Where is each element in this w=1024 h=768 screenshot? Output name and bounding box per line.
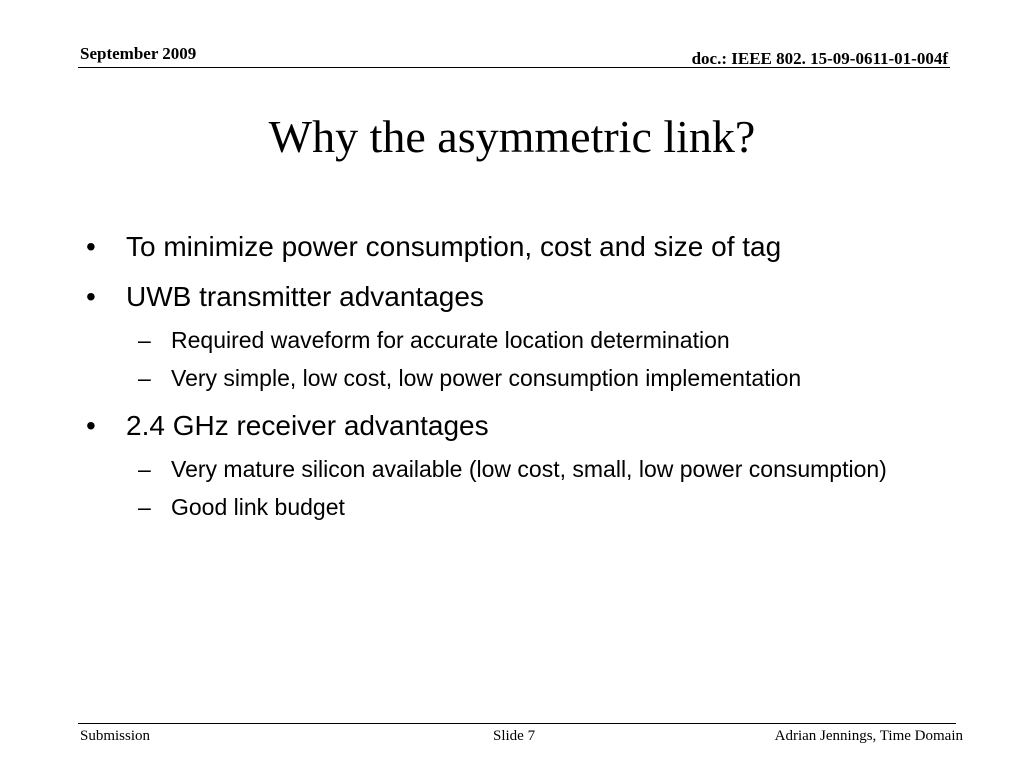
sub-bullet-text: Required waveform for accurate location determination (171, 327, 730, 353)
sub-bullet-item (84, 454, 954, 485)
footer-divider (78, 723, 956, 724)
dash-marker: – (138, 494, 151, 520)
sub-bullet-text: Very simple, low cost, low power consumption implementation (171, 365, 802, 391)
slide-title: Why the asymmetric link? (268, 111, 756, 162)
bullet-text: 2.4 GHz receiver advantages (126, 410, 489, 441)
bullet-marker: • (86, 231, 96, 262)
footer-slide-number: Slide 7 (493, 728, 536, 744)
footer-author: Adrian Jennings, Time Domain (774, 728, 963, 744)
bullet-item (84, 408, 954, 444)
slide-body (84, 229, 954, 533)
bullet-marker: • (86, 281, 96, 312)
bullet-text: To minimize power consumption, cost and size of tag (126, 231, 782, 262)
sub-bullet-item (84, 325, 954, 356)
header-doc-id: doc.: IEEE 802. 15-09-0611-01-004f (691, 49, 948, 68)
dash-marker: – (138, 365, 151, 391)
bullet-item (84, 279, 954, 315)
footer-submission: Submission (80, 728, 151, 744)
bullet-text: UWB transmitter advantages (126, 281, 484, 312)
dash-marker: – (138, 327, 151, 353)
bullet-marker: • (86, 410, 96, 441)
sub-bullet-item (84, 363, 954, 394)
sub-bullet-item (84, 492, 954, 523)
bullet-item (84, 229, 954, 265)
sub-bullet-text: Very mature silicon available (low cost, small, low power consumption) (171, 456, 887, 482)
dash-marker: – (138, 456, 151, 482)
header-divider (78, 67, 950, 68)
sub-bullet-text: Good link budget (171, 494, 345, 520)
header-date: September 2009 (80, 44, 197, 63)
